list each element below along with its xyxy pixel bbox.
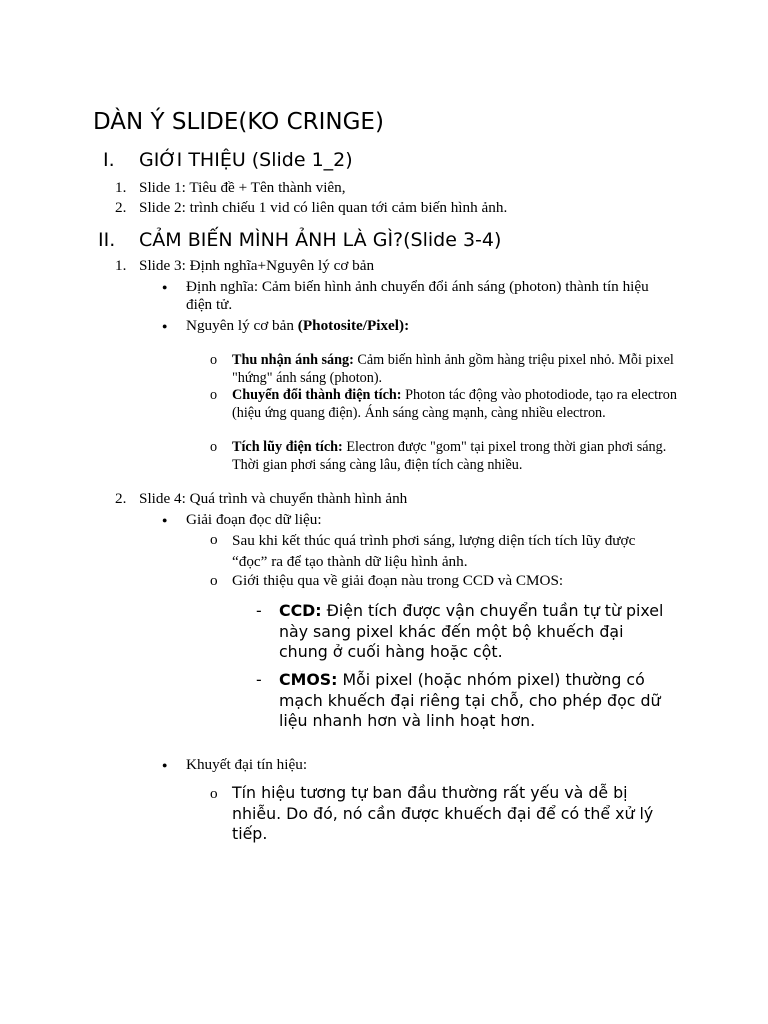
circle-marker: o — [210, 785, 218, 802]
read-sub-item: Giới thiệu qua về giải đoạn nàu trong CCD và CMOS: — [232, 572, 564, 589]
section-heading: GIỚI THIỆU (Slide 1_2) — [139, 149, 353, 171]
list-number: 1. — [115, 257, 127, 274]
read-sub-item: Sau khi kết thúc quá trình phơi sáng, lượng diện tích tích lũy được “đọc” ra để tạo thành dữ liệu hình ảnh. — [232, 532, 636, 570]
definition-text: Định nghĩa: Cảm biến hình ảnh chuyển đổi ánh sáng (photon) thành tín hiệu điện tử. — [186, 278, 649, 313]
list-item: Slide 1: Tiêu đề + Tên thành viên, — [139, 179, 346, 196]
list-item: Slide 4: Quá trình và chuyển thành hình ảnh — [139, 490, 408, 507]
circle-marker: o — [210, 572, 218, 589]
dash-marker: - — [256, 601, 262, 620]
list-number: 2. — [115, 199, 127, 216]
circle-marker: o — [210, 387, 218, 403]
cmos-item: CMOS: Mỗi pixel (hoặc nhóm pixel) thường có mạch khuếch đại riêng tại chỗ, cho phép đọc dữ liệu nhanh hơn và linh hoạt hơn. — [279, 670, 661, 730]
circle-marker: o — [210, 352, 218, 368]
section-numeral: II. — [98, 229, 116, 251]
bullet-marker: ● — [162, 321, 168, 331]
read-phase-text: Giải đoạn đọc dữ liệu: — [186, 511, 322, 528]
sub-item: Tích lũy điện tích: Electron được "gom" tại pixel trong thời gian phơi sáng. Thời gian phơi sáng càng lâu, điện tích càng nhiều. — [232, 439, 667, 473]
dash-marker: - — [256, 670, 262, 689]
section-numeral: I. — [103, 149, 115, 171]
bullet-marker: ● — [162, 282, 168, 292]
section-heading: CẢM BIẾN MÌNH ẢNH LÀ GÌ?(Slide 3-4) — [139, 229, 502, 251]
amplification-sub-item: Tín hiệu tương tự ban đầu thường rất yếu và dễ bị nhiễu. Do đó, nó cần được khuếch đại để có thể xử lý tiếp. — [232, 783, 654, 843]
circle-marker: o — [210, 531, 218, 548]
principle-text: Nguyên lý cơ bản (Photosite/Pixel): — [186, 317, 410, 334]
list-item: Slide 3: Định nghĩa+Nguyên lý cơ bản — [139, 257, 375, 274]
sub-item: Thu nhận ánh sáng: Cảm biến hình ảnh gồm hàng triệu pixel nhỏ. Mỗi pixel "hứng" ánh sáng (photon). — [232, 352, 674, 386]
ccd-item: CCD: Điện tích được vận chuyển tuần tự từ pixel này sang pixel khác đến một bộ khuếch đại chung ở cuối hàng hoặc cột. — [279, 601, 664, 661]
sub-item: Chuyển đổi thành điện tích: Photon tác động vào photodiode, tạo ra electron (hiệu ứng quang điện). Ánh sáng càng mạnh, càng nhiều electron. — [232, 387, 677, 421]
bullet-marker: ● — [162, 760, 168, 770]
amplification-text: Khuyết đại tín hiệu: — [186, 756, 308, 773]
list-number: 1. — [115, 179, 127, 196]
bullet-marker: ● — [162, 515, 168, 525]
circle-marker: o — [210, 439, 218, 455]
document-title: DÀN Ý SLIDE(KO CRINGE) — [93, 109, 384, 135]
list-item: Slide 2: trình chiếu 1 vid có liên quan tới cảm biến hình ảnh. — [139, 199, 508, 216]
list-number: 2. — [115, 490, 127, 507]
